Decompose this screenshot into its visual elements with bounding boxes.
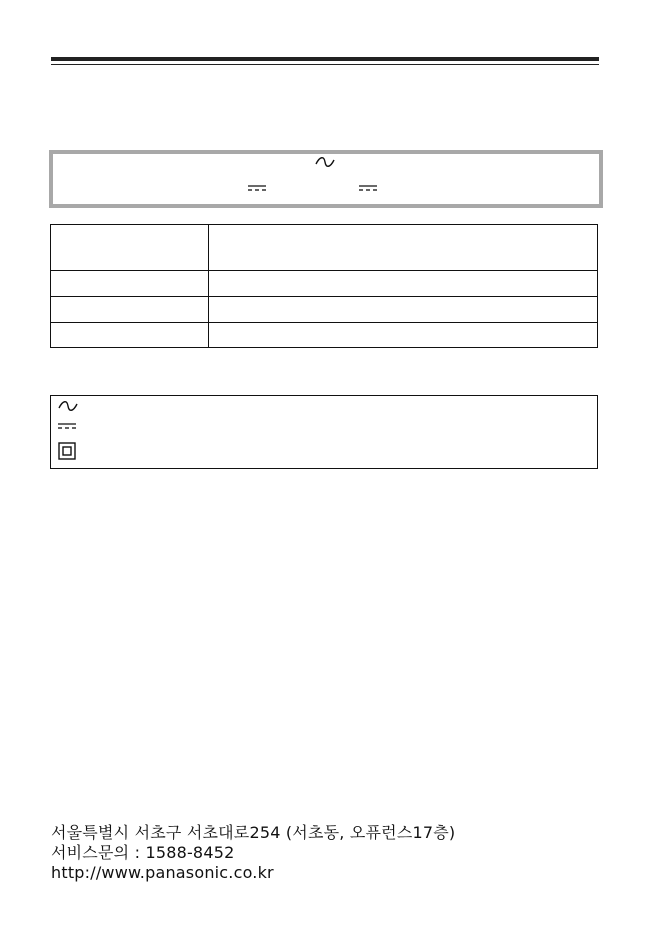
spec-table-row-divider	[51, 270, 597, 271]
header-rule-thin	[51, 64, 599, 65]
dc-symbol-icon	[58, 422, 76, 430]
ac-symbol-icon	[315, 156, 335, 168]
rating-notice-box	[49, 150, 603, 208]
dc-symbol-icon	[248, 184, 266, 192]
dc-symbol-icon	[359, 184, 377, 192]
spec-table	[50, 224, 598, 348]
class-ii-double-square-icon	[58, 442, 76, 460]
header-rule-thick	[51, 57, 599, 61]
footer-address: 서울특별시 서초구 서초대로254 (서초동, 오퓨런스17층)	[51, 823, 456, 842]
ac-symbol-icon	[58, 400, 78, 412]
spec-table-row-divider	[51, 296, 597, 297]
spec-table-row-divider	[51, 322, 597, 323]
symbol-legend-box	[50, 395, 598, 469]
spec-table-column-divider	[208, 225, 209, 347]
footer-service-contact: 서비스문의 : 1588-8452	[51, 843, 235, 862]
footer-website-link[interactable]: http://www.panasonic.co.kr	[51, 863, 274, 882]
